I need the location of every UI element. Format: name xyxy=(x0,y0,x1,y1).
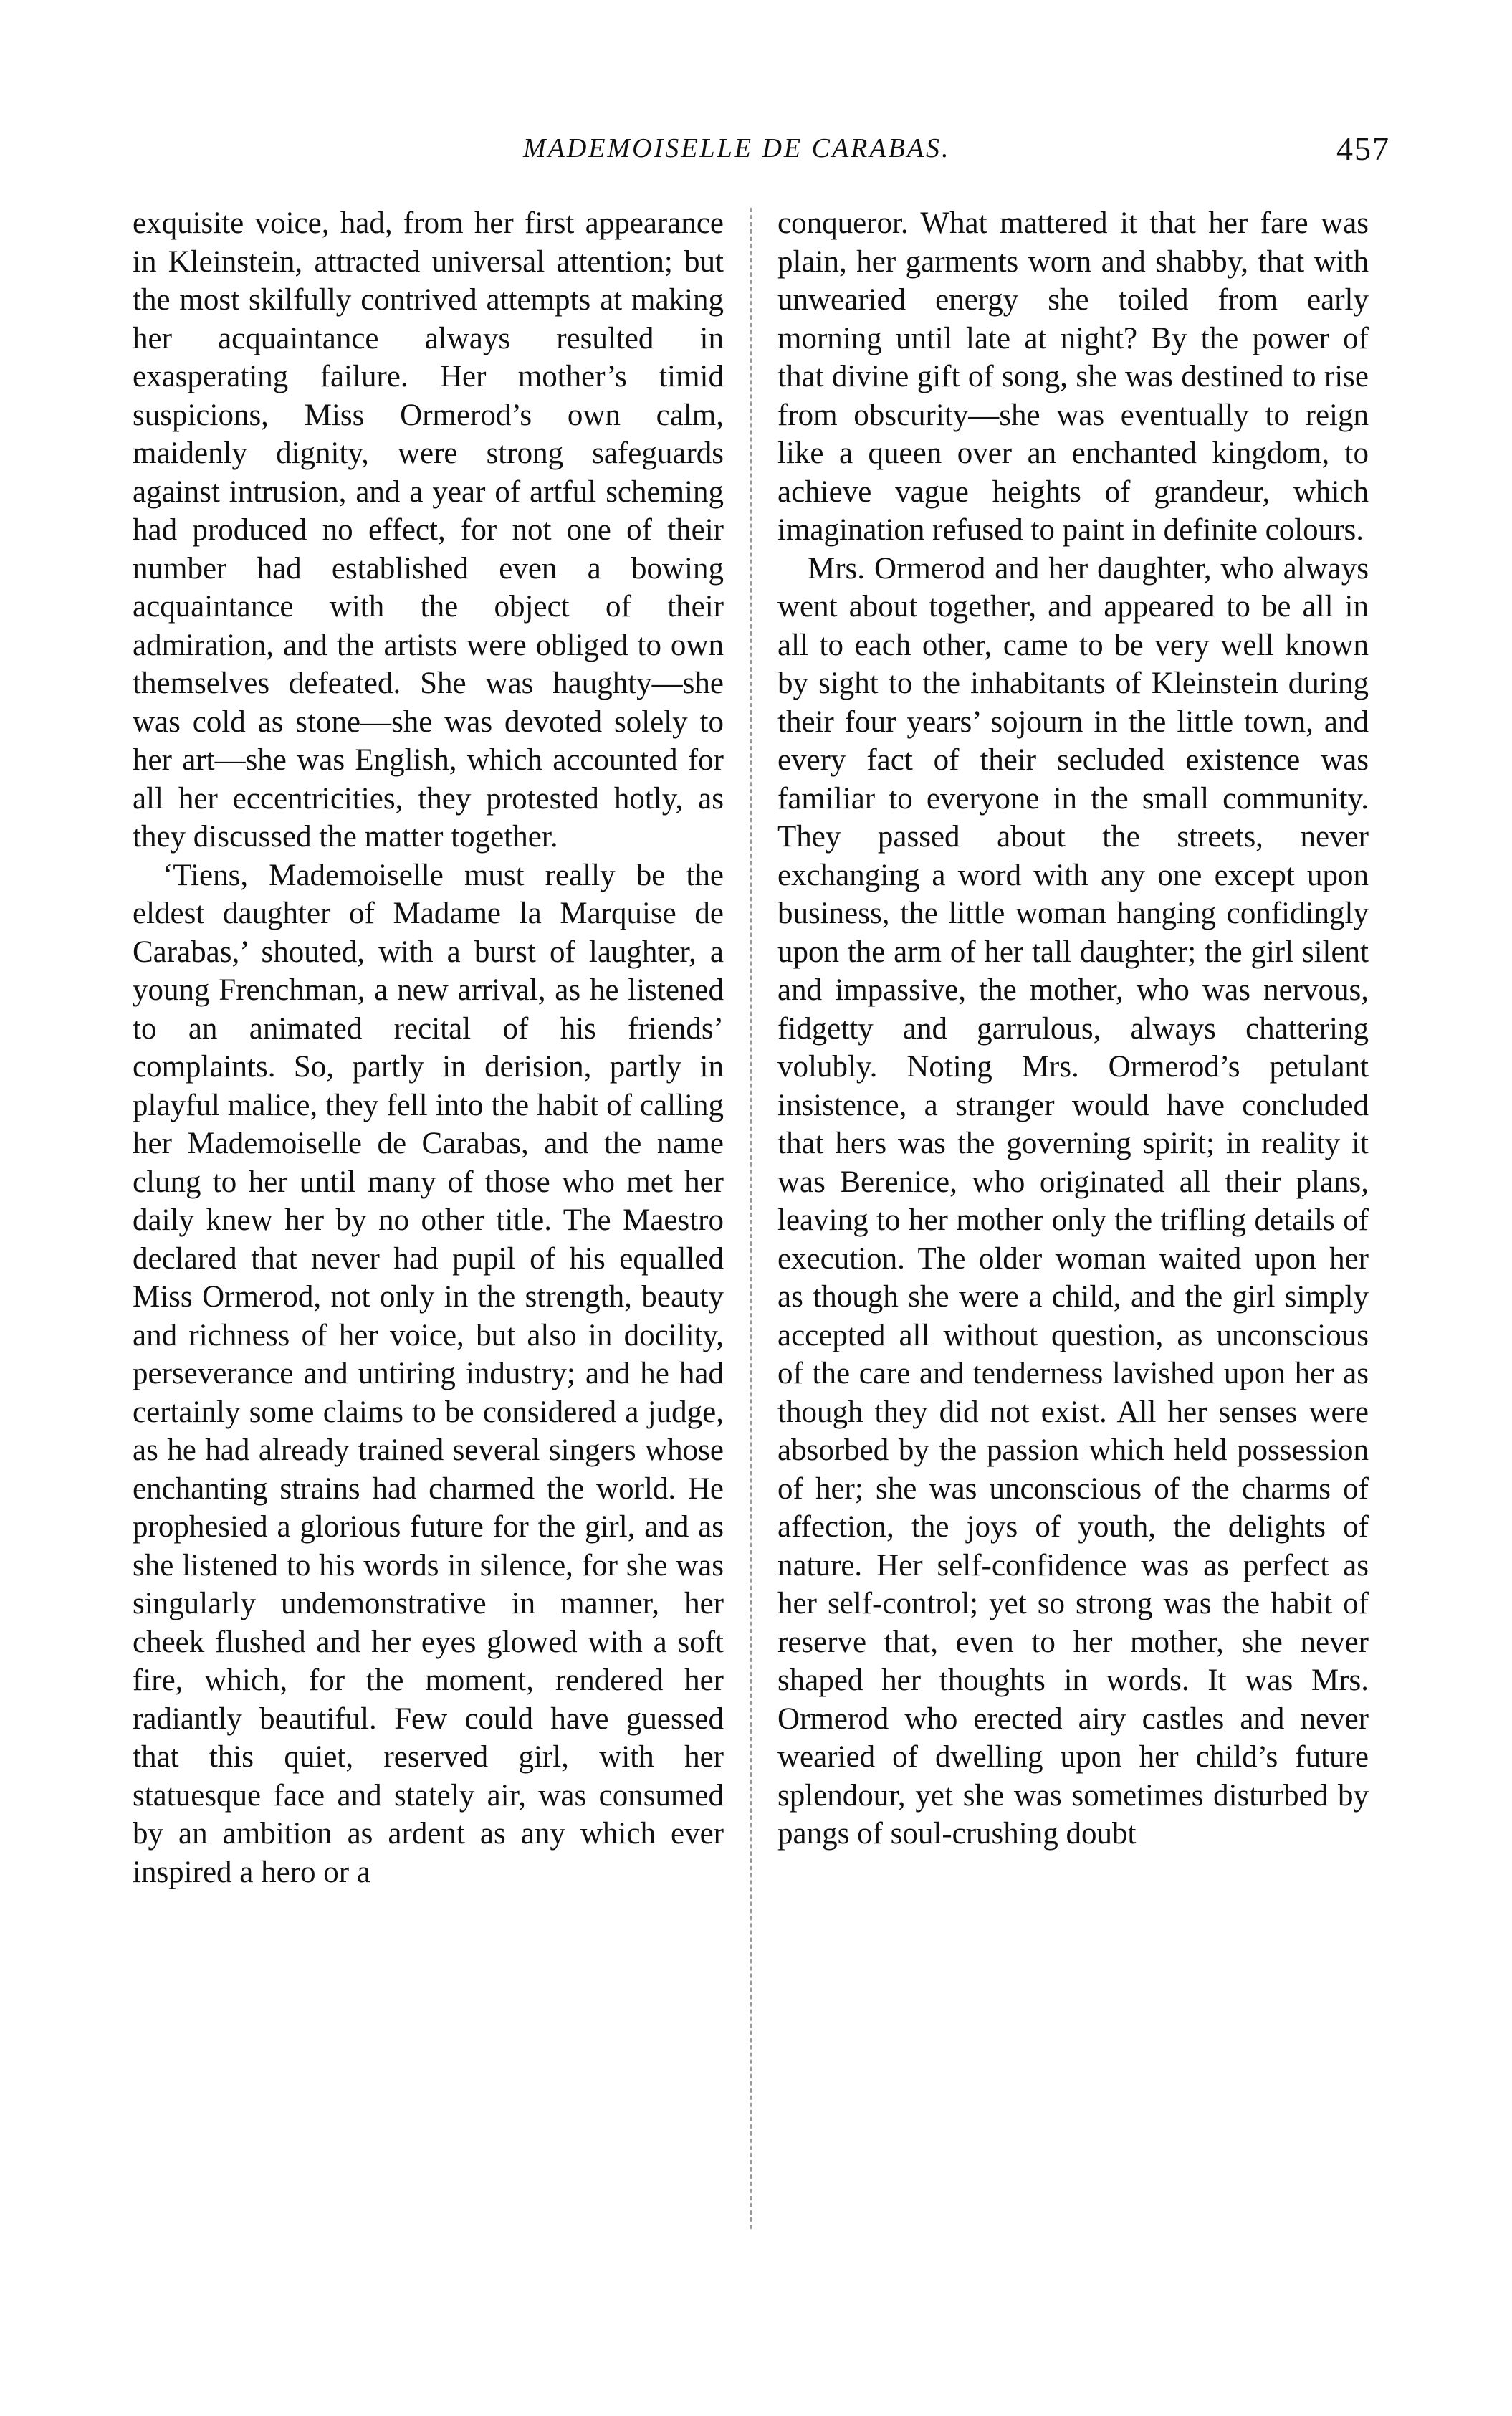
left-paragraph-1: exquisite voice, had, from her first appearance in Kleinstein, attracted universal attention; but the most skilfully contrived attempts at making her acquaintance always resulted in exasperating failure. Her mother’s timid suspicions, Miss Ormerod’s own calm, maidenly dignity, were strong safeguards against intrusion, and a year of artful scheming had produced no effect, for not one of their number had established even a bowing acquaintance with the object of their admiration, and the artists were obliged to own themselves defeated. She was haughty—she was cold as stone—she was devoted solely to her art—she was English, which accounted for all her eccentricities, they protested hotly, as they discussed the matter together. xyxy=(133,206,724,854)
left-paragraph-2: ‘Tiens, Mademoiselle must really be the eldest daughter of Madame la Marquise de Carabas,’ shouted, with a burst of laughter, a young Frenchman, a new arrival, as he listened to an animated recital of his friends’ complaints. So, partly in derision, partly in playful malice, they fell into the habit of calling her Mademoiselle de Carabas, and the name clung to her until many of those who met her daily knew her by no other title. The Maestro declared that never had pupil of his equalled Miss Ormerod, not only in the strength, beauty and richness of her voice, but also in docility, perseverance and untiring industry; and he had certainly some claims to be considered a judge, as he had already trained several singers whose enchanting strains had charmed the world. He prophesied a glorious future for the girl, and as she listened to his words in silence, for she was singularly undemonstrative in manner, her cheek flushed and her eyes glowed with a soft fire, which, for the moment, rendered her radiantly beautiful. Few could have guessed that this quiet, reserved girl, with her statuesque face and stately air, was consumed by an ambition as ardent as any which ever inspired a hero or a xyxy=(133,858,724,1889)
page-number: 457 xyxy=(1336,130,1390,167)
running-title: MADEMOISELLE DE CARABAS. xyxy=(523,133,951,163)
running-head xyxy=(129,130,1390,176)
column-divider xyxy=(750,208,752,2229)
right-paragraph-1: conqueror. What mattered it that her fare was plain, her garments worn and shabby, that with unwearied energy she toiled from early morning until late at night? By the power of that divine gift of song, she was destined to rise from obscurity—she was eventually to reign like a queen over an enchanted kingdom, to achieve vague heights of grandeur, which imagination refused to paint in definite colours. xyxy=(777,206,1369,547)
right-column xyxy=(777,204,1369,2240)
right-paragraph-2: Mrs. Ormerod and her daughter, who always went about together, and appeared to be all in all to each other, came to be very well known by sight to the inhabitants of Kleinstein during their four years’ sojourn in the little town, and every fact of their secluded existence was familiar to everyone in the small community. They passed about the streets, never exchanging a word with any one except upon business, the little woman hanging confidingly upon the arm of her tall daughter; the girl silent and impassive, the mother, who was nervous, fidgetty and garrulous, always chattering volubly. Noting Mrs. Ormerod’s petulant insistence, a stranger would have concluded that hers was the governing spirit; in reality it was Berenice, who originated all their plans, leaving to her mother only the trifling details of execution. The older woman waited upon her as though she were a child, and the girl simply accepted all without question, as unconscious of the care and tenderness lavished upon her as though they did not exist. All her senses were absorbed by the passion which held possession of her; she was unconscious of the charms of affection, the joys of youth, the delights of nature. Her self-confidence was as perfect as her self-control; yet so strong was the habit of reserve that, even to her mother, she never shaped her thoughts in words. It was Mrs. Ormerod who erected airy castles and never wearied of dwelling upon her child’s future splendour, yet she was sometimes disturbed by pangs of soul-crushing doubt xyxy=(777,551,1369,1851)
left-column xyxy=(133,204,724,2240)
